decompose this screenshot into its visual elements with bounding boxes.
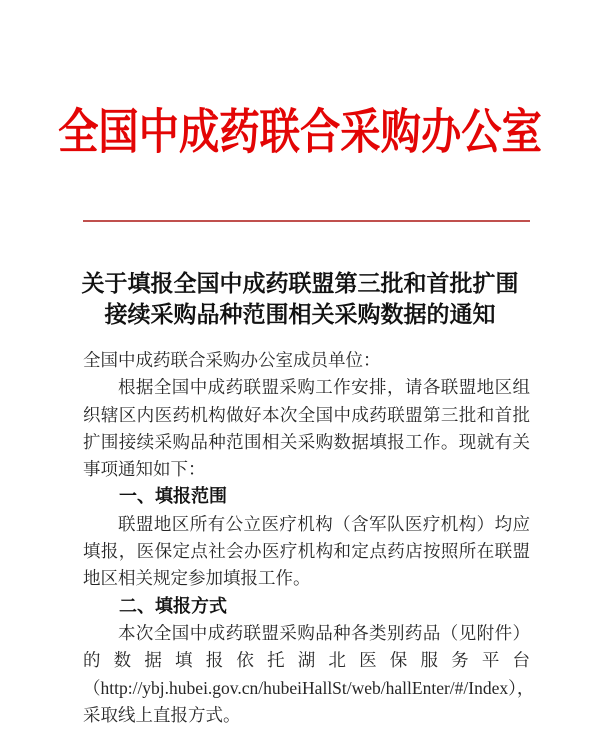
intro-paragraph: 根据全国中成药联盟采购工作安排，请各联盟地区组织辖区内医药机构做好本次全国中成药联盟第三批和首批扩围接续采购品种范围相关采购数据填报工作。现就有关事项通知如下：: [83, 377, 530, 480]
section-heading-2: 二、填报方式: [119, 595, 227, 616]
section-body-1: 联盟地区所有公立医疗机构（含军队医疗机构）均应填报，医保定点社会办医疗机构和定点药店按照所在联盟地区相关规定参加填报工作。: [83, 513, 530, 589]
notice-title: [60, 268, 540, 330]
section-heading-1: 一、填报范围: [119, 486, 227, 507]
salutation-line: 全国中成药联合采购办公室成员单位：: [83, 350, 381, 370]
section-body-2: 本次全国中成药联盟采购品种各类别药品（见附件）的数据填报依托湖北医保服务平台（http://ybj.hubei.gov.cn/hubeiHallSt/web/hallEnter/#/Index），采取线上直报方式。: [83, 622, 535, 725]
notice-title-line1: 关于填报全国中成药联盟第三批和首批扩围: [81, 271, 519, 296]
letterhead-red-divider: [83, 220, 530, 222]
notice-title-line2: 接续采购品种范围相关采购数据的通知: [104, 302, 496, 327]
notice-body: [83, 347, 535, 729]
letterhead-org-title: 全国中成药联合采购办公室: [58, 106, 542, 159]
